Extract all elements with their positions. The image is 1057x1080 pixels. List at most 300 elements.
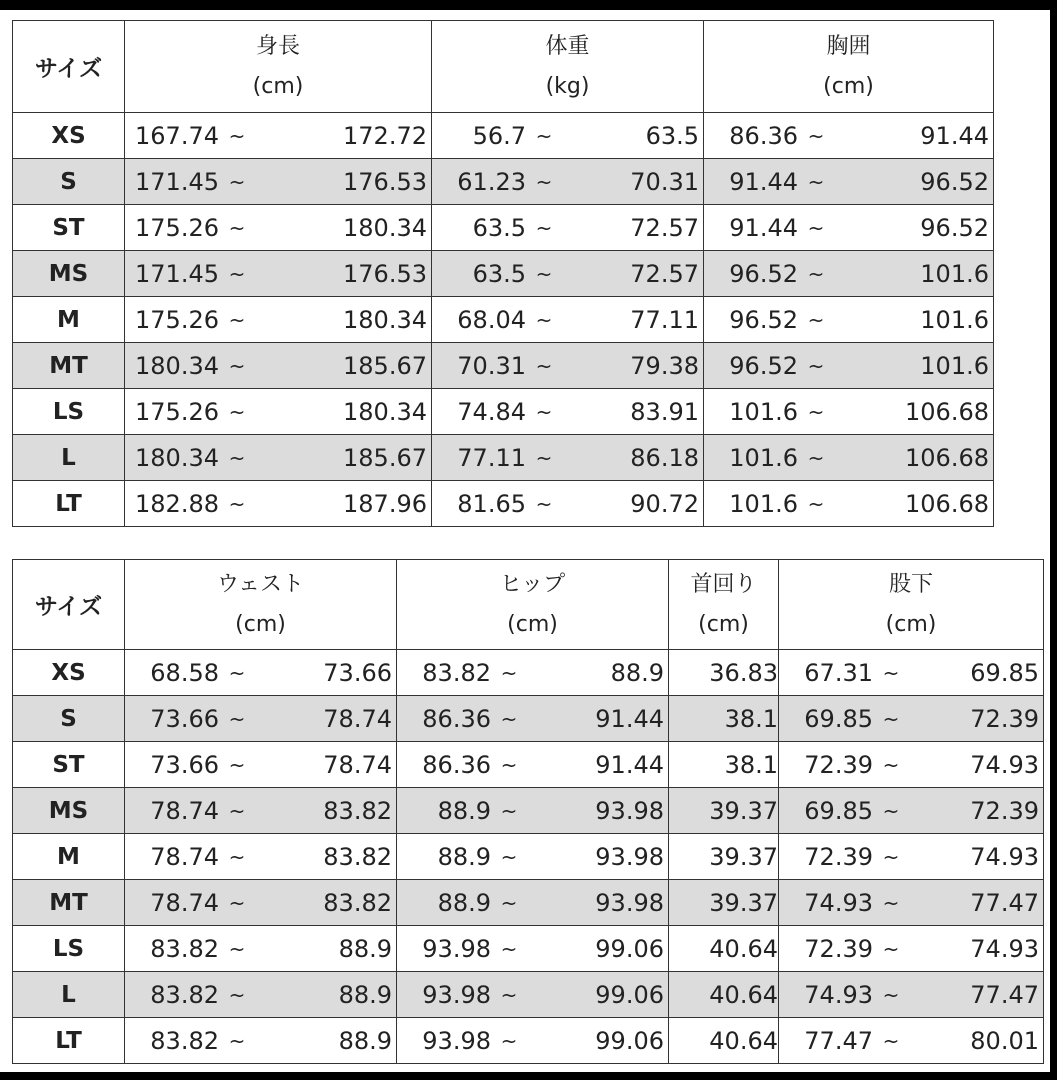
range-to: 73.66 xyxy=(323,658,392,687)
range-value xyxy=(397,659,668,687)
chest-cell xyxy=(704,159,994,205)
range-tilde: ~ xyxy=(807,307,825,332)
waist-column-header xyxy=(125,560,397,650)
range-to: 77.47 xyxy=(970,888,1039,917)
range-tilde: ~ xyxy=(500,1028,518,1053)
range-tilde: ~ xyxy=(807,399,825,424)
range-tilde: ~ xyxy=(500,660,518,685)
column-unit: (cm) xyxy=(252,73,304,99)
range-to: 101.6 xyxy=(920,351,989,380)
chest-cell xyxy=(704,297,994,343)
range-from: 73.66 xyxy=(150,704,219,733)
range-from: 67.31 xyxy=(804,658,873,687)
neck-cell: 40.64 xyxy=(669,1018,779,1064)
range-tilde: ~ xyxy=(807,491,825,516)
table-row xyxy=(13,251,994,297)
column-name: 首回り xyxy=(690,571,757,597)
range-tilde: ~ xyxy=(228,491,246,516)
range-to: 88.9 xyxy=(338,980,392,1009)
hip-cell xyxy=(397,650,669,696)
range-tilde: ~ xyxy=(500,936,518,961)
range-from: 78.74 xyxy=(150,888,219,917)
range-tilde: ~ xyxy=(882,982,900,1007)
range-to: 83.82 xyxy=(323,888,392,917)
waist-cell xyxy=(125,926,397,972)
range-to: 99.06 xyxy=(595,980,664,1009)
range-tilde: ~ xyxy=(882,706,900,731)
range-tilde: ~ xyxy=(228,660,246,685)
size-label: LS xyxy=(13,389,125,435)
weight-column-header xyxy=(432,21,704,113)
range-from: 68.58 xyxy=(150,658,219,687)
range-from: 74.93 xyxy=(804,980,873,1009)
height-cell xyxy=(125,251,432,297)
table-row xyxy=(13,389,994,435)
range-from: 101.6 xyxy=(729,397,798,426)
range-to: 91.44 xyxy=(595,704,664,733)
range-to: 93.98 xyxy=(595,888,664,917)
range-from: 171.45 xyxy=(135,167,219,196)
table-row xyxy=(13,834,1044,880)
range-from: 101.6 xyxy=(729,443,798,472)
hip-cell xyxy=(397,834,669,880)
range-to: 93.98 xyxy=(595,842,664,871)
range-value xyxy=(704,490,993,518)
range-to: 90.72 xyxy=(630,489,699,518)
range-value xyxy=(125,352,431,380)
range-value xyxy=(432,306,703,334)
range-tilde: ~ xyxy=(882,1028,900,1053)
inseam-cell xyxy=(779,1018,1044,1064)
table-row xyxy=(13,926,1044,972)
range-tilde: ~ xyxy=(500,752,518,777)
height-cell xyxy=(125,435,432,481)
range-from: 83.82 xyxy=(150,1026,219,1055)
range-from: 88.9 xyxy=(437,888,491,917)
range-from: 56.7 xyxy=(472,121,526,150)
range-from: 171.45 xyxy=(135,259,219,288)
range-value xyxy=(397,751,668,779)
range-from: 175.26 xyxy=(135,213,219,242)
range-value xyxy=(432,490,703,518)
range-to: 72.39 xyxy=(970,796,1039,825)
range-from: 69.85 xyxy=(804,796,873,825)
range-tilde: ~ xyxy=(882,752,900,777)
range-from: 93.98 xyxy=(422,980,491,1009)
range-to: 91.44 xyxy=(920,121,989,150)
range-value xyxy=(779,1027,1043,1055)
inseam-cell xyxy=(779,696,1044,742)
range-to: 77.47 xyxy=(970,980,1039,1009)
range-value xyxy=(125,751,396,779)
bottom-frame-bar xyxy=(0,1072,1057,1080)
range-value xyxy=(125,260,431,288)
column-name: 身長 xyxy=(255,33,300,59)
range-from: 93.98 xyxy=(422,934,491,963)
range-value xyxy=(432,168,703,196)
range-tilde: ~ xyxy=(228,798,246,823)
range-to: 99.06 xyxy=(595,1026,664,1055)
range-tilde: ~ xyxy=(535,353,553,378)
range-to: 185.67 xyxy=(343,443,427,472)
range-to: 70.31 xyxy=(630,167,699,196)
range-tilde: ~ xyxy=(228,399,246,424)
range-to: 172.72 xyxy=(343,121,427,150)
range-value xyxy=(125,659,396,687)
size-chart-body-table xyxy=(12,20,994,527)
weight-cell xyxy=(432,343,704,389)
chest-cell xyxy=(704,113,994,159)
range-from: 83.82 xyxy=(422,658,491,687)
range-tilde: ~ xyxy=(228,353,246,378)
range-from: 72.39 xyxy=(804,750,873,779)
column-unit: (cm) xyxy=(235,611,286,637)
range-value xyxy=(779,705,1043,733)
range-to: 74.93 xyxy=(970,750,1039,779)
table-row xyxy=(13,880,1044,926)
range-from: 91.44 xyxy=(729,213,798,242)
size-column-header: サイズ xyxy=(13,560,125,650)
range-tilde: ~ xyxy=(882,936,900,961)
range-tilde: ~ xyxy=(228,752,246,777)
range-value xyxy=(125,843,396,871)
neck-column-header xyxy=(669,560,779,650)
height-column-header xyxy=(125,21,432,113)
chest-cell xyxy=(704,251,994,297)
range-value xyxy=(779,843,1043,871)
range-to: 74.93 xyxy=(970,842,1039,871)
range-to: 69.85 xyxy=(970,658,1039,687)
chest-cell xyxy=(704,435,994,481)
inseam-cell xyxy=(779,926,1044,972)
waist-cell xyxy=(125,742,397,788)
range-to: 86.18 xyxy=(630,443,699,472)
range-from: 73.66 xyxy=(150,750,219,779)
range-to: 74.93 xyxy=(970,934,1039,963)
range-value xyxy=(125,935,396,963)
range-from: 88.9 xyxy=(437,842,491,871)
range-from: 93.98 xyxy=(422,1026,491,1055)
range-tilde: ~ xyxy=(807,123,825,148)
size-label: M xyxy=(13,297,125,343)
range-tilde: ~ xyxy=(807,261,825,286)
range-value xyxy=(432,122,703,150)
inseam-cell xyxy=(779,880,1044,926)
range-value xyxy=(397,1027,668,1055)
range-from: 69.85 xyxy=(804,704,873,733)
range-from: 70.31 xyxy=(457,351,526,380)
range-value xyxy=(125,168,431,196)
range-value xyxy=(125,398,431,426)
range-tilde: ~ xyxy=(807,169,825,194)
waist-cell xyxy=(125,650,397,696)
range-to: 80.01 xyxy=(970,1026,1039,1055)
range-from: 81.65 xyxy=(457,489,526,518)
range-to: 96.52 xyxy=(920,167,989,196)
size-label: MT xyxy=(13,343,125,389)
range-tilde: ~ xyxy=(228,261,246,286)
size-label: S xyxy=(13,159,125,205)
range-tilde: ~ xyxy=(535,261,553,286)
range-to: 83.82 xyxy=(323,796,392,825)
range-value xyxy=(397,843,668,871)
weight-cell xyxy=(432,159,704,205)
weight-cell xyxy=(432,481,704,527)
range-tilde: ~ xyxy=(500,798,518,823)
range-tilde: ~ xyxy=(535,123,553,148)
range-to: 63.5 xyxy=(645,121,699,150)
range-value xyxy=(125,797,396,825)
range-value xyxy=(125,490,431,518)
range-from: 86.36 xyxy=(729,121,798,150)
range-tilde: ~ xyxy=(807,353,825,378)
hip-cell xyxy=(397,1018,669,1064)
range-from: 72.39 xyxy=(804,842,873,871)
neck-cell: 38.1 xyxy=(669,696,779,742)
chest-column-header xyxy=(704,21,994,113)
range-value xyxy=(704,306,993,334)
range-to: 180.34 xyxy=(343,397,427,426)
range-to: 106.68 xyxy=(905,443,989,472)
range-value xyxy=(432,352,703,380)
range-tilde: ~ xyxy=(228,1028,246,1053)
right-frame-bar xyxy=(1050,0,1057,1080)
range-from: 175.26 xyxy=(135,397,219,426)
range-value xyxy=(125,981,396,1009)
range-value xyxy=(779,797,1043,825)
range-tilde: ~ xyxy=(882,890,900,915)
hip-cell xyxy=(397,742,669,788)
column-unit: (cm) xyxy=(698,611,749,637)
size-label: XS xyxy=(13,113,125,159)
range-from: 88.9 xyxy=(437,796,491,825)
hip-cell xyxy=(397,926,669,972)
neck-cell: 36.83 xyxy=(669,650,779,696)
neck-cell: 40.64 xyxy=(669,926,779,972)
range-value xyxy=(125,705,396,733)
range-to: 187.96 xyxy=(343,489,427,518)
height-cell xyxy=(125,343,432,389)
table-row xyxy=(13,205,994,251)
range-to: 72.39 xyxy=(970,704,1039,733)
range-from: 96.52 xyxy=(729,259,798,288)
range-value xyxy=(432,260,703,288)
table-row xyxy=(13,159,994,205)
hip-cell xyxy=(397,696,669,742)
range-tilde: ~ xyxy=(228,890,246,915)
range-value xyxy=(704,352,993,380)
range-tilde: ~ xyxy=(500,844,518,869)
column-unit: (cm) xyxy=(885,611,937,637)
range-value xyxy=(397,889,668,917)
range-tilde: ~ xyxy=(228,169,246,194)
weight-cell xyxy=(432,297,704,343)
range-to: 91.44 xyxy=(595,750,664,779)
size-label: XS xyxy=(13,650,125,696)
range-tilde: ~ xyxy=(228,123,246,148)
range-value xyxy=(125,122,431,150)
chest-cell xyxy=(704,343,994,389)
range-value xyxy=(704,444,993,472)
range-from: 72.39 xyxy=(804,934,873,963)
range-to: 77.11 xyxy=(630,305,699,334)
range-to: 176.53 xyxy=(343,167,427,196)
table-row xyxy=(13,650,1044,696)
range-tilde: ~ xyxy=(535,491,553,516)
range-from: 91.44 xyxy=(729,167,798,196)
range-value xyxy=(779,981,1043,1009)
range-from: 78.74 xyxy=(150,842,219,871)
size-column-header: サイズ xyxy=(13,21,125,113)
range-tilde: ~ xyxy=(228,982,246,1007)
size-label: LT xyxy=(13,481,125,527)
range-tilde: ~ xyxy=(500,890,518,915)
inseam-cell xyxy=(779,742,1044,788)
range-value xyxy=(125,444,431,472)
hip-cell xyxy=(397,788,669,834)
range-tilde: ~ xyxy=(500,982,518,1007)
height-cell xyxy=(125,205,432,251)
range-value xyxy=(125,1027,396,1055)
weight-cell xyxy=(432,389,704,435)
inseam-cell xyxy=(779,972,1044,1018)
size-label: M xyxy=(13,834,125,880)
table-row xyxy=(13,742,1044,788)
size-label: ST xyxy=(13,205,125,251)
range-tilde: ~ xyxy=(882,798,900,823)
size-label: L xyxy=(13,435,125,481)
range-from: 101.6 xyxy=(729,489,798,518)
waist-cell xyxy=(125,788,397,834)
weight-cell xyxy=(432,113,704,159)
top-frame-bar xyxy=(0,0,1057,10)
table-row xyxy=(13,113,994,159)
range-value xyxy=(125,889,396,917)
range-from: 167.74 xyxy=(135,121,219,150)
size-chart-fit-table xyxy=(12,559,1044,1064)
neck-cell: 39.37 xyxy=(669,880,779,926)
range-tilde: ~ xyxy=(807,445,825,470)
size-label: MT xyxy=(13,880,125,926)
range-value xyxy=(432,398,703,426)
weight-cell xyxy=(432,251,704,297)
range-from: 86.36 xyxy=(422,704,491,733)
range-from: 63.5 xyxy=(472,259,526,288)
column-unit: (cm) xyxy=(507,611,558,637)
range-tilde: ~ xyxy=(228,706,246,731)
range-from: 180.34 xyxy=(135,443,219,472)
range-tilde: ~ xyxy=(228,445,246,470)
range-from: 63.5 xyxy=(472,213,526,242)
neck-cell: 38.1 xyxy=(669,742,779,788)
range-tilde: ~ xyxy=(228,936,246,961)
neck-cell: 40.64 xyxy=(669,972,779,1018)
range-from: 180.34 xyxy=(135,351,219,380)
range-from: 77.47 xyxy=(804,1026,873,1055)
column-name: ウェスト xyxy=(216,571,305,597)
table-row xyxy=(13,788,1044,834)
range-to: 96.52 xyxy=(920,213,989,242)
range-from: 182.88 xyxy=(135,489,219,518)
range-value xyxy=(704,122,993,150)
range-value xyxy=(779,751,1043,779)
height-cell xyxy=(125,297,432,343)
range-tilde: ~ xyxy=(228,215,246,240)
range-to: 72.57 xyxy=(630,213,699,242)
range-from: 78.74 xyxy=(150,796,219,825)
range-value xyxy=(397,797,668,825)
waist-cell xyxy=(125,1018,397,1064)
range-tilde: ~ xyxy=(535,399,553,424)
range-from: 77.11 xyxy=(457,443,526,472)
size-label: LS xyxy=(13,926,125,972)
range-value xyxy=(704,168,993,196)
range-value xyxy=(432,214,703,242)
range-value xyxy=(704,398,993,426)
range-value xyxy=(432,444,703,472)
range-to: 88.9 xyxy=(610,658,664,687)
range-to: 88.9 xyxy=(338,934,392,963)
range-from: 83.82 xyxy=(150,980,219,1009)
range-to: 180.34 xyxy=(343,305,427,334)
size-label: MS xyxy=(13,788,125,834)
range-to: 83.82 xyxy=(323,842,392,871)
range-to: 99.06 xyxy=(595,934,664,963)
inseam-cell xyxy=(779,834,1044,880)
range-to: 101.6 xyxy=(920,305,989,334)
range-value xyxy=(125,306,431,334)
range-tilde: ~ xyxy=(882,844,900,869)
range-tilde: ~ xyxy=(500,706,518,731)
table-row xyxy=(13,297,994,343)
waist-cell xyxy=(125,880,397,926)
height-cell xyxy=(125,113,432,159)
size-label: MS xyxy=(13,251,125,297)
range-value xyxy=(397,935,668,963)
range-value xyxy=(779,935,1043,963)
chest-cell xyxy=(704,389,994,435)
size-label: LT xyxy=(13,1018,125,1064)
column-unit: (kg) xyxy=(545,73,590,99)
column-name: 胸囲 xyxy=(826,33,871,59)
inseam-cell xyxy=(779,650,1044,696)
range-to: 185.67 xyxy=(343,351,427,380)
neck-cell: 39.37 xyxy=(669,834,779,880)
header-row xyxy=(13,560,1044,650)
weight-cell xyxy=(432,205,704,251)
range-to: 78.74 xyxy=(323,704,392,733)
column-name: 体重 xyxy=(545,33,590,59)
table-row xyxy=(13,696,1044,742)
waist-cell xyxy=(125,696,397,742)
chest-cell xyxy=(704,481,994,527)
range-to: 180.34 xyxy=(343,213,427,242)
size-label: S xyxy=(13,696,125,742)
column-name: 股下 xyxy=(888,571,933,597)
height-cell xyxy=(125,481,432,527)
range-from: 68.04 xyxy=(457,305,526,334)
range-to: 79.38 xyxy=(630,351,699,380)
table-row xyxy=(13,1018,1044,1064)
range-tilde: ~ xyxy=(228,844,246,869)
range-to: 176.53 xyxy=(343,259,427,288)
inseam-column-header xyxy=(779,560,1044,650)
range-to: 101.6 xyxy=(920,259,989,288)
range-tilde: ~ xyxy=(535,307,553,332)
range-tilde: ~ xyxy=(535,169,553,194)
neck-cell: 39.37 xyxy=(669,788,779,834)
range-value xyxy=(125,214,431,242)
